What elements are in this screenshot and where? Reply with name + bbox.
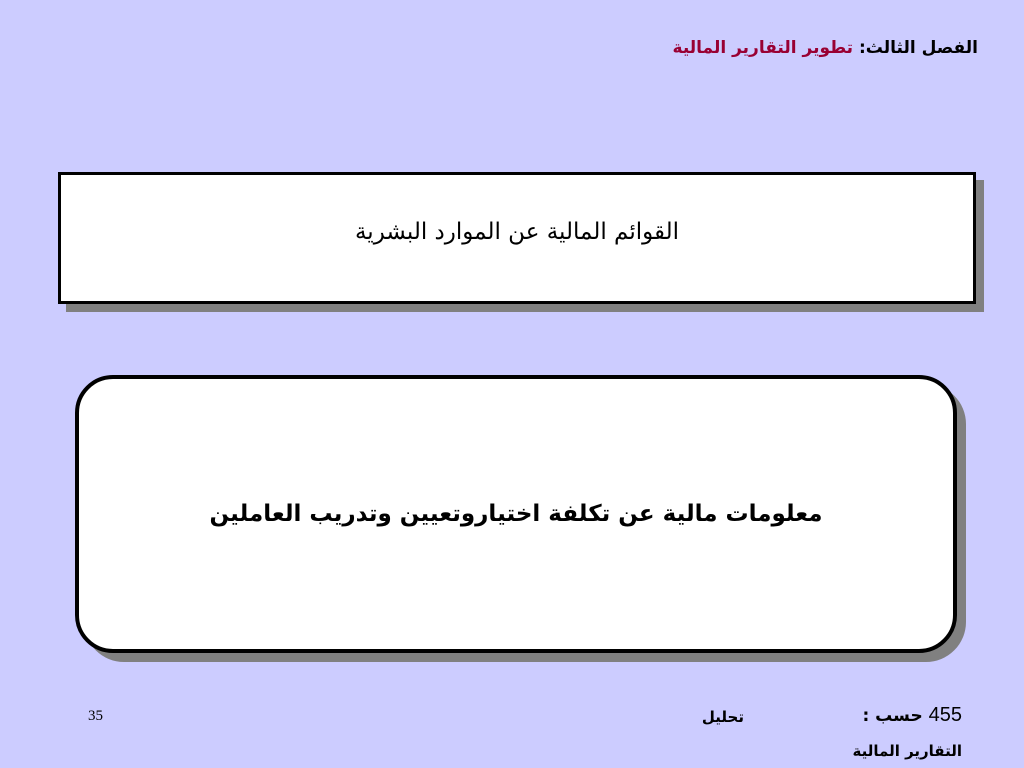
course-label: حسب : [862, 706, 929, 726]
slide-title: القوائم المالية عن الموارد البشرية [354, 219, 680, 245]
course-number: 455 [928, 704, 962, 726]
page-number: 35 [88, 708, 103, 724]
slide-body-text: معلومات مالية عن تكلفة اختياروتعيين وتدريب العاملين [209, 501, 823, 527]
course-reports: التقارير المالية [852, 742, 962, 760]
slide-footer [682, 704, 962, 768]
title-box [58, 172, 976, 304]
chapter-label: الفصل الثالث: [853, 38, 978, 58]
course-analysis: تحليل [701, 708, 744, 726]
chapter-topic: تطوير التقارير المالية [672, 38, 854, 58]
slide-header [673, 38, 978, 58]
content-box [75, 375, 957, 653]
course-info [862, 704, 962, 727]
